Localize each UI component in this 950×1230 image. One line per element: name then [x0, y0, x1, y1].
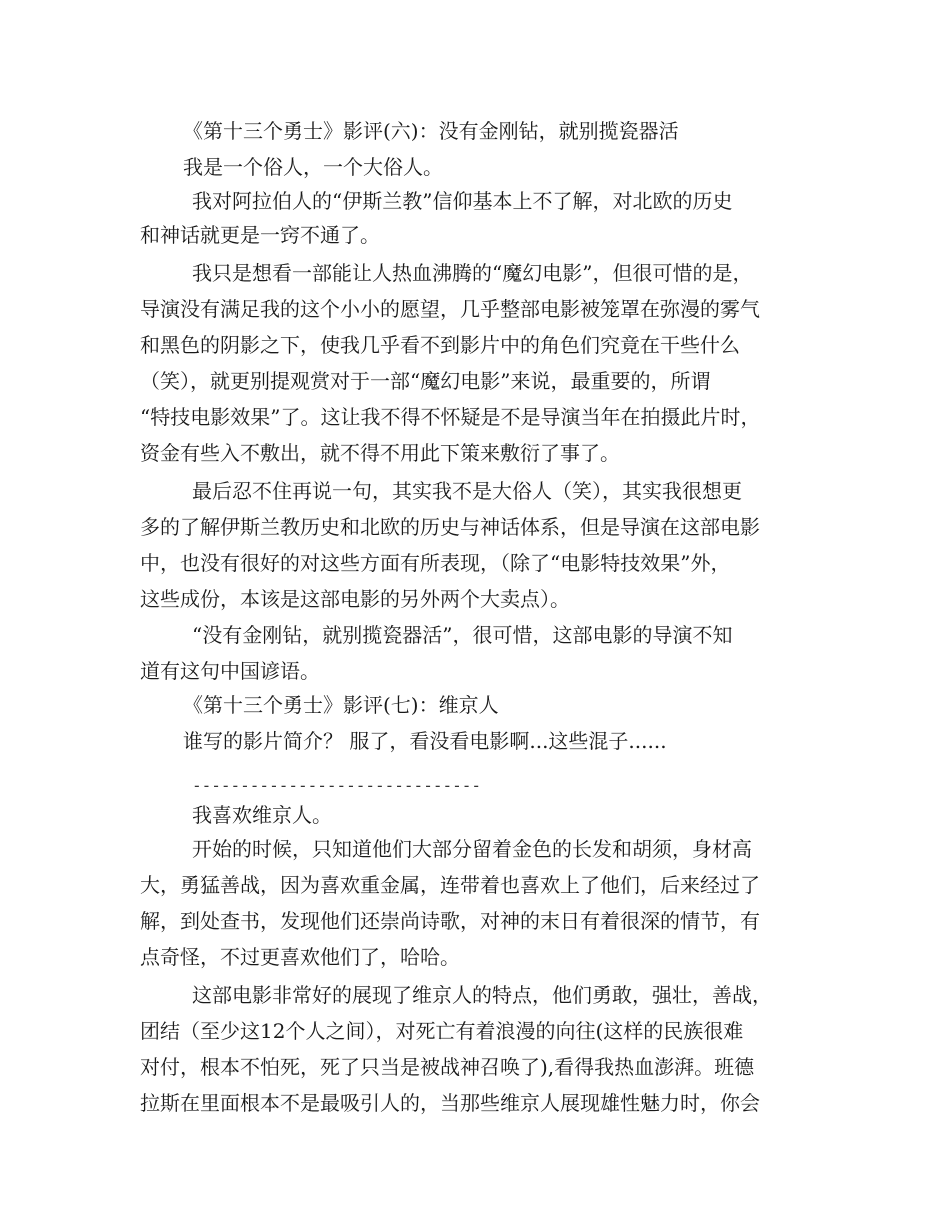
paragraph-line: 这些成份，本该是这部电影的另外两个大卖点）。 [140, 587, 570, 611]
divider-line: ------------------------------ [192, 776, 481, 795]
paragraph-line: （笑），就更别提观赏对于一部“魔幻电影”来说，最重要的，所谓 [140, 369, 711, 393]
paragraph-line: 和神话就更是一窍不通了。 [140, 223, 380, 247]
paragraph-line: 资金有些入不敷出，就不得不用此下策来敷衍了事了。 [140, 441, 620, 465]
paragraph-line: 大，勇猛善战，因为喜欢重金属，连带着也喜欢上了他们，后来经过了 [140, 873, 760, 897]
paragraph-line: 谁写的影片简介？ 服了，看没看电影啊...这些混子...... [183, 729, 667, 753]
paragraph-line: 对付，根本不怕死，死了只当是被战神召唤了),看得我热血澎湃。班德 [140, 1055, 755, 1079]
paragraph-line: “特技电影效果”了。这让我不得不怀疑是不是导演当年在拍摄此片时， [140, 405, 761, 429]
paragraph-line: 拉斯在里面根本不是最吸引人的，当那些维京人展现雄性魅力时，你会 [140, 1091, 760, 1115]
paragraph-line: 和黑色的阴影之下，使我几乎看不到影片中的角色们究竟在干些什么 [140, 333, 740, 357]
paragraph-line: 我是一个俗人，一个大俗人。 [183, 155, 443, 179]
paragraph-line: 我对阿拉伯人的“伊斯兰教”信仰基本上不了解，对北欧的历史 [192, 189, 733, 213]
paragraph-line: 开始的时候，只知道他们大部分留着金色的长发和胡须，身材高 [192, 837, 752, 861]
paragraph-line: 我喜欢维京人。 [192, 803, 332, 827]
paragraph-line: 导演没有满足我的这个小小的愿望，几乎整部电影被笼罩在弥漫的雾气 [140, 297, 760, 321]
paragraph-line: “没有金刚钻，就别揽瓷器活”，很可惜，这部电影的导演不知 [192, 623, 733, 647]
paragraph-line: 点奇怪，不过更喜欢他们了，哈哈。 [140, 945, 460, 969]
paragraph-line: 道有这句中国谚语。 [140, 659, 320, 683]
review-seven-title: 《第十三个勇士》影评(七)：维京人 [183, 693, 499, 717]
paragraph-line: 我只是想看一部能让人热血沸腾的“魔幻电影”，但很可惜的是， [192, 261, 753, 285]
paragraph-line: 解，到处查书，发现他们还崇尚诗歌，对神的末日有着很深的情节，有 [140, 909, 760, 933]
paragraph-line: 团结（至少这12个人之间），对死亡有着浪漫的向往(这样的民族很难 [140, 1019, 744, 1043]
paragraph-line: 这部电影非常好的展现了维京人的特点，他们勇敢，强壮，善战， [192, 983, 772, 1007]
paragraph-line: 最后忍不住再说一句，其实我不是大俗人（笑），其实我很想更 [192, 479, 742, 503]
review-six-title: 《第十三个勇士》影评(六)：没有金刚钻，就别揽瓷器活 [183, 119, 679, 143]
paragraph-line: 中，也没有很好的对这些方面有所表现，（除了“电影特技效果”外， [140, 551, 731, 575]
paragraph-line: 多的了解伊斯兰教历史和北欧的历史与神话体系，但是导演在这部电影 [140, 515, 760, 539]
